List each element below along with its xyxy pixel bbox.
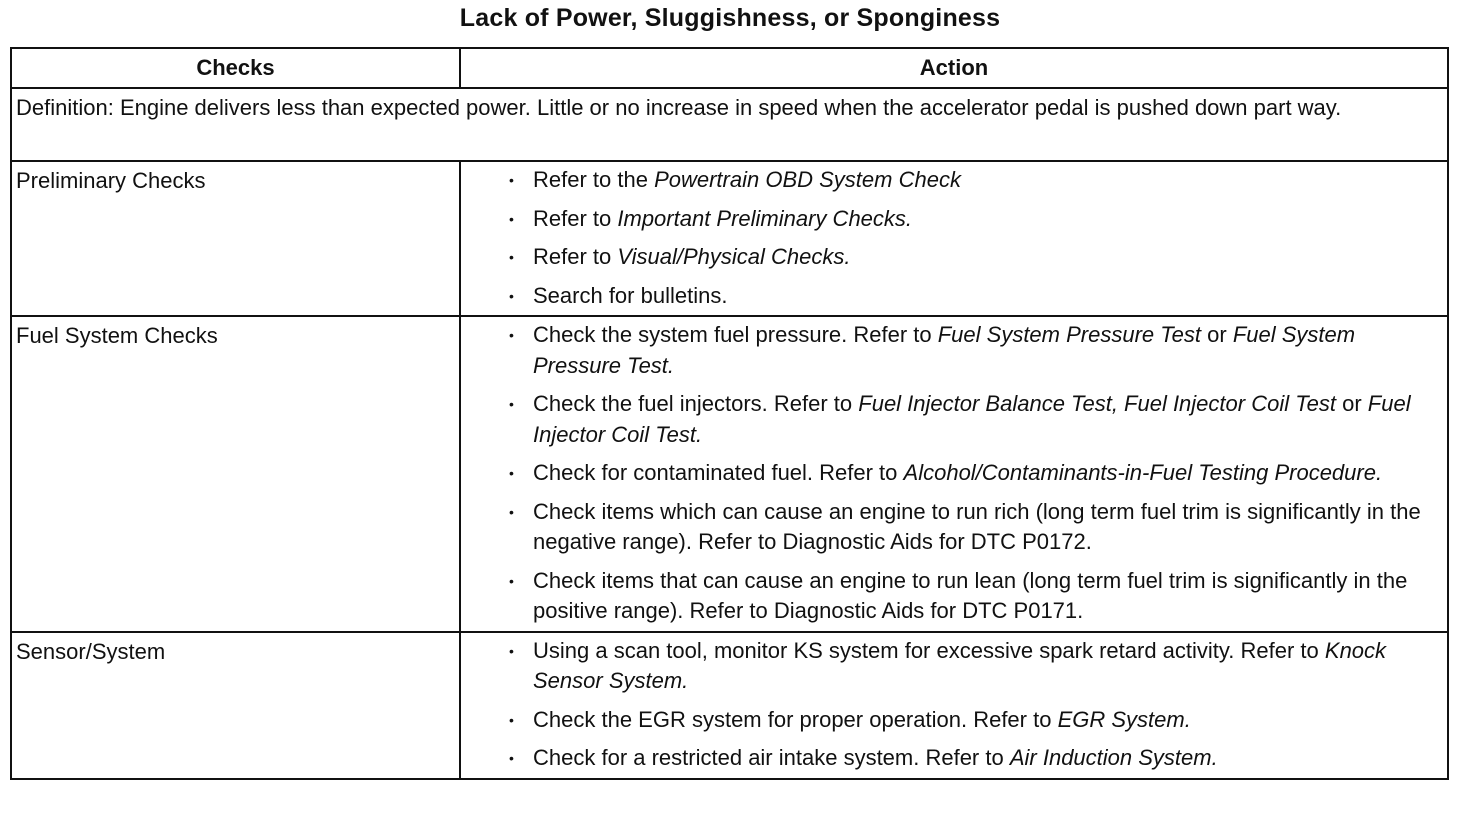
check-name: Preliminary Checks [11,161,460,316]
reference-link: Powertrain OBD System Check [654,167,961,192]
action-item: • Check for contaminated fuel. Refer to Alcohol/Contaminants-in-Fuel Testing Procedure. [465,458,1439,489]
action-item: • Check the EGR system for proper operation. Refer to EGR System. [465,705,1439,736]
bullet-icon: • [509,210,514,227]
reference-link: Fuel Injector Coil Test. [533,391,1411,447]
action-item: • Check the system fuel pressure. Refer to Fuel System Pressure Test or Fuel System Pressure Test. [509,322,1356,378]
reference-link: Fuel System Pressure Test. [533,322,1356,378]
bullet-icon: • [509,249,514,265]
document-title: Lack of Power, Sluggishness, or Sponginess [459,4,1001,32]
bullet-icon: • [509,642,514,659]
definition-text: Definition: Engine delivers less than expected power. Little or no increase in speed when the accelerator pedal is pushed down part way. [11,88,1448,161]
bullet-icon: • [509,396,514,412]
table-row-preliminary-checks [11,161,1448,316]
check-name: Sensor/System [11,632,460,779]
diagnostic-table [10,47,1449,780]
action-cell [460,161,1448,316]
action-cell [460,316,1448,632]
bullet-icon: • [509,711,514,728]
bullet-icon: • [509,327,514,343]
check-name: Fuel System Checks [11,316,460,632]
reference-link: Alcohol/Contaminants-in-Fuel Testing Procedure. [903,460,1383,485]
reference-link: Visual/Physical Checks. [617,244,851,269]
bullet-icon: • [509,572,514,589]
action-item: • Check for a restricted air intake system. Refer to Air Induction System. [465,743,1439,774]
action-item: • Search for bulletins. [465,281,1439,312]
action-item: • Check items that can cause an engine to run lean (long term fuel trim is significantly in the positive range). Refer to Diagnostic Aids for DTC P0171. [509,567,1408,623]
action-item: • Refer to Visual/Physical Checks. [465,242,1439,273]
bullet-icon: • [509,465,514,481]
action-item: • Using a scan tool, monitor KS system for excessive spark retard activity. Refer to Knock Sensor System. [509,637,1387,693]
bullet-icon: • [509,503,514,520]
action-cell [460,632,1448,779]
action-item: • Refer to Important Preliminary Checks. [465,204,1439,235]
action-item: • Check the fuel injectors. Refer to Fuel Injector Balance Test, Fuel Injector Coil Test or Fuel Injector Coil Test. [509,391,1411,447]
reference-link: Knock Sensor System. [533,637,1387,693]
header-row [11,48,1448,88]
definition-row [11,88,1448,161]
reference-link: Fuel System Pressure Test [937,322,1202,347]
checks-column-header: Checks [11,48,460,88]
reference-link: Fuel Injector Balance Test, Fuel Injector Coil Test [858,391,1336,416]
bullet-icon: • [509,172,514,188]
bullet-icon: • [509,750,514,766]
action-column-header: Action [460,48,1448,88]
reference-link: EGR System. [1057,706,1191,732]
reference-link: Important Preliminary Checks. [617,205,913,231]
action-item: • Refer to the Powertrain OBD System Check [465,165,1439,196]
action-item: • Check items which can cause an engine to run rich (long term fuel trim is significantly in the negative range). Refer to Diagnostic Aids for DTC P0172. [509,498,1421,554]
table-row-sensor-system [11,632,1448,779]
reference-link: Air Induction System. [1009,745,1218,770]
bullet-icon: • [509,287,514,304]
table-row-fuel-system-checks [11,316,1448,632]
